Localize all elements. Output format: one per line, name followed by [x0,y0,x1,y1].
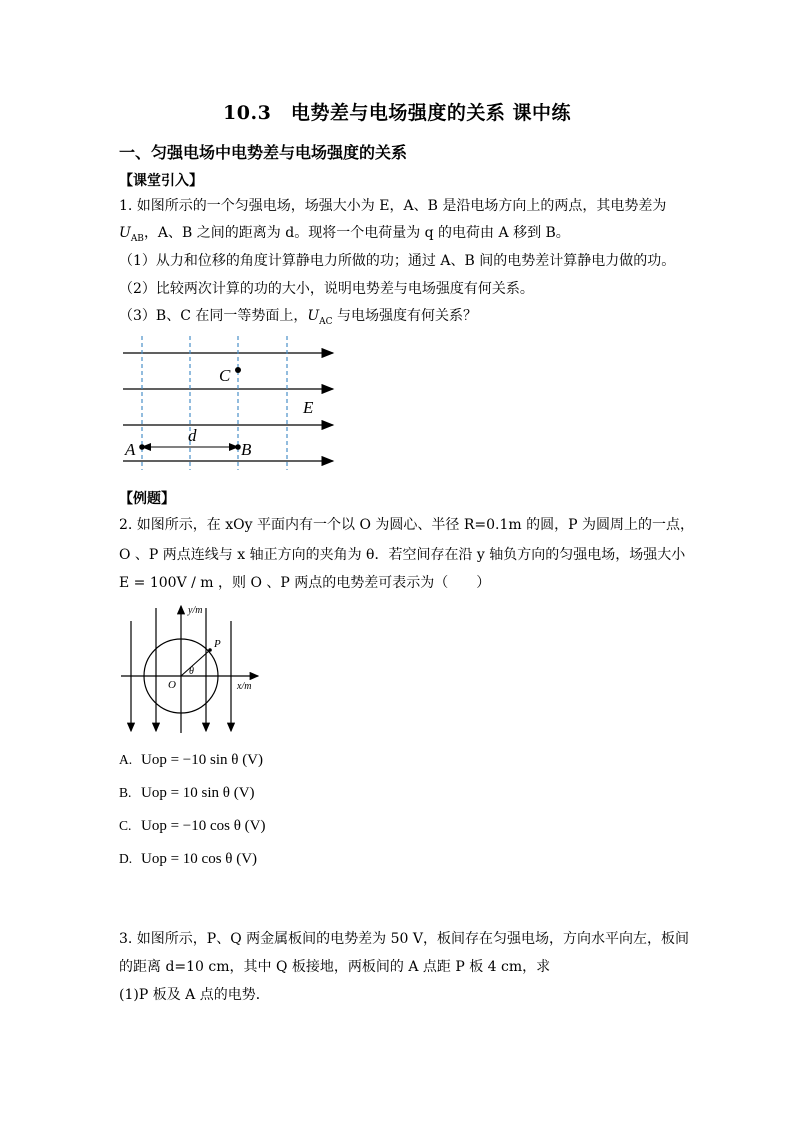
figure-circle-field [118,603,268,738]
q1-line1: 1. 如图所示的一个匀强电场，场强大小为 E，A、B 是沿电场方向上的两点，其电势差为 [119,198,667,214]
q1-sub3-var: U [307,308,320,324]
label-d: d [188,426,197,445]
label-p: P [214,638,221,650]
option-a[interactable] [119,752,263,769]
q1-sub2: （2）比较两次计算的功的大小，说明电势差与电场强度有何关系。 [119,281,534,297]
q3-line1: 3. 如图所示，P、Q 两金属板间的电势差为 50 V，板间存在匀强电场，方向水平向左，板间 [119,931,689,947]
option-expression: Uop = 10 cos θ (V) [141,851,258,867]
section-heading: 一、匀强电场中电势差与电场强度的关系 [119,143,408,162]
option-expression: Uop = 10 sin θ (V) [141,785,255,801]
label-a: A [125,440,136,459]
label-o: O [168,679,176,691]
option-c[interactable] [119,818,266,835]
q2-line2: O 、P 两点连线与 x 轴正方向的夹角为 θ．若空间存在沿 y 轴负方向的匀强电场，场强大小 [119,547,686,563]
q1-sub3 [119,306,477,332]
option-d[interactable] [119,851,257,868]
q2-line1: 2. 如图所示，在 xOy 平面内有一个以 O 为圆心、半径 R=0.1m 的圆，P 为圆周上的一点， [119,517,694,533]
q1-line2-rest: ，A、B 之间的距离为 d。现将一个电荷量为 q 的电荷由 A 移到 B。 [143,225,570,241]
page-title: 10.3 电势差与电场强度的关系 课中练 [223,102,571,124]
q2-line3: E = 100V / m ，则 O 、P 两点的电势差可表示为（ ） [119,575,491,591]
option-letter: C. [119,818,132,833]
q1-sub3-pre: （3）B、C 在同一等势面上， [119,308,308,324]
label-e: E [303,398,314,417]
option-letter: A. [119,752,133,767]
q3-line3: (1)P 板及 A 点的电势． [119,987,270,1003]
option-expression: Uop = −10 sin θ (V) [141,752,264,768]
option-letter: B. [119,785,132,800]
label-y: y/m [188,605,203,616]
point-c [235,367,241,373]
label-theta: θ [189,666,194,677]
q1-sub3-sub: AC [319,316,333,327]
figure-uniform-field [115,333,345,473]
label-x: x/m [237,681,252,692]
q1-sub1: （1）从力和位移的角度计算静电力所做的功；通过 A、B 间的电势差计算静电力做的功。 [119,253,676,269]
point-b [235,444,241,450]
q1-var-u: U [119,225,131,241]
q3-line2: 的距离 d=10 cm，其中 Q 板接地，两板间的 A 点距 P 板 4 cm，求 [119,959,551,975]
intro-tag: 【课堂引入】 [119,173,203,189]
q1-sub-ab: AB [130,233,144,244]
example-tag: 【例题】 [119,491,175,507]
label-b: B [241,440,252,459]
label-c: C [219,366,231,385]
q1-line2 [119,223,570,249]
q1-sub3-post: 与电场强度有何关系？ [332,308,478,324]
point-p [208,648,212,652]
option-letter: D. [119,851,133,866]
option-expression: Uop = −10 cos θ (V) [141,818,266,834]
point-a [139,444,145,450]
option-b[interactable] [119,785,255,802]
